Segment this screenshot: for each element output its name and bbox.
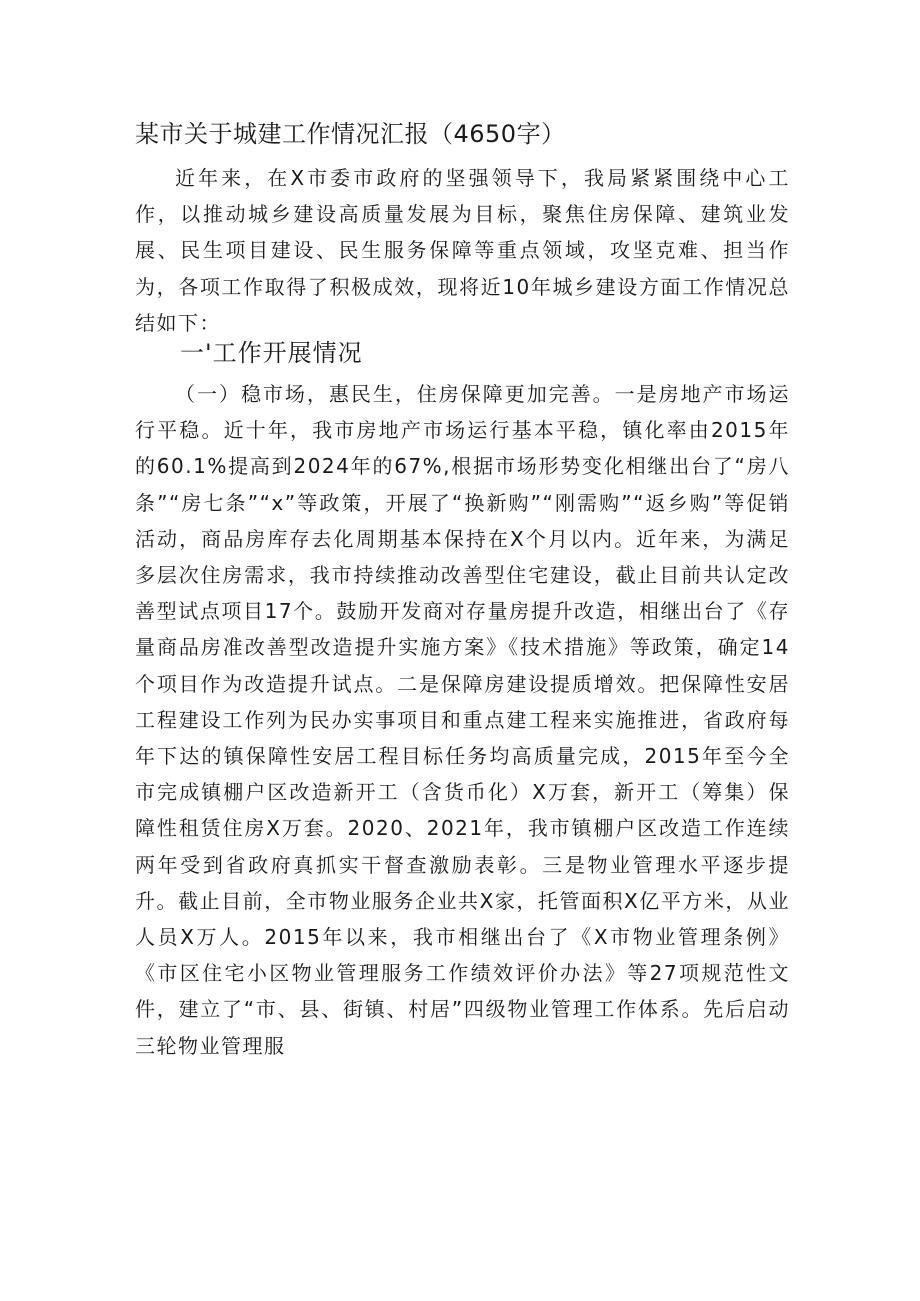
document-title: 某市关于城建工作情况汇报（4650字） bbox=[135, 120, 566, 148]
section-heading: 一'工作开展情况 bbox=[180, 339, 363, 367]
intro-paragraph: 近年来，在X市委市政府的坚强领导下，我局紧紧围绕中心工作，以推动城乡建设高质量发展为目标，聚焦住房保障、建筑业发展、民生项目建设、民生服务保障等重点领域，攻坚克难、担当作为，各项工作取得了积极成效，现将近10年城乡建设方面工作情况总结如下： bbox=[135, 166, 790, 335]
body-paragraph: （一）稳市场，惠民生，住房保障更加完善。一是房地产市场运行平稳。近十年，我市房地产市场运行基本平稳，镇化率由2015年的60.1%提高到2024年的67%,根据市场形势变化相继出台了“房八条”“房七条”“x”等政策，开展了“换新购”“刚需购”“返乡购”等促销活动，商品房库存去化周期基本保持在X个月以内。近年来，为满足多层次住房需求，我市持续推动改善型住宅建设，截止目前共认定改善型试点项目17个。鼓励开发商对存量房提升改造，相继出台了《存量商品房准改善型改造提升实施方案》《技术措施》等政策，确定14个项目作为改造提升试点。二是保障房建设提质增效。把保障性安居工程建设工作列为民办实事项目和重点建工程来实施推进，省政府每年下达的镇保障性安居工程目标任务均高质量完成，2015年至今全市完成镇棚户区改造新开工（含货币化）X万套，新开工（筹集）保障性租赁住房X万套。2020、2021年，我市镇棚户区改造工作连续两年受到省政府真抓实干督查激励表彰。三是物业管理水平逐步提升。截止目前，全市物业服务企业共X家，托管面积X亿平方米，从业人员X万人。2015年以来，我市相继出台了《X市物业管理条例》《市区住宅小区物业管理服务工作绩效评价办法》等27项规范性文件，建立了“市、县、街镇、村居”四级物业管理工作体系。先后启动三轮物业管理服 bbox=[135, 382, 790, 1058]
